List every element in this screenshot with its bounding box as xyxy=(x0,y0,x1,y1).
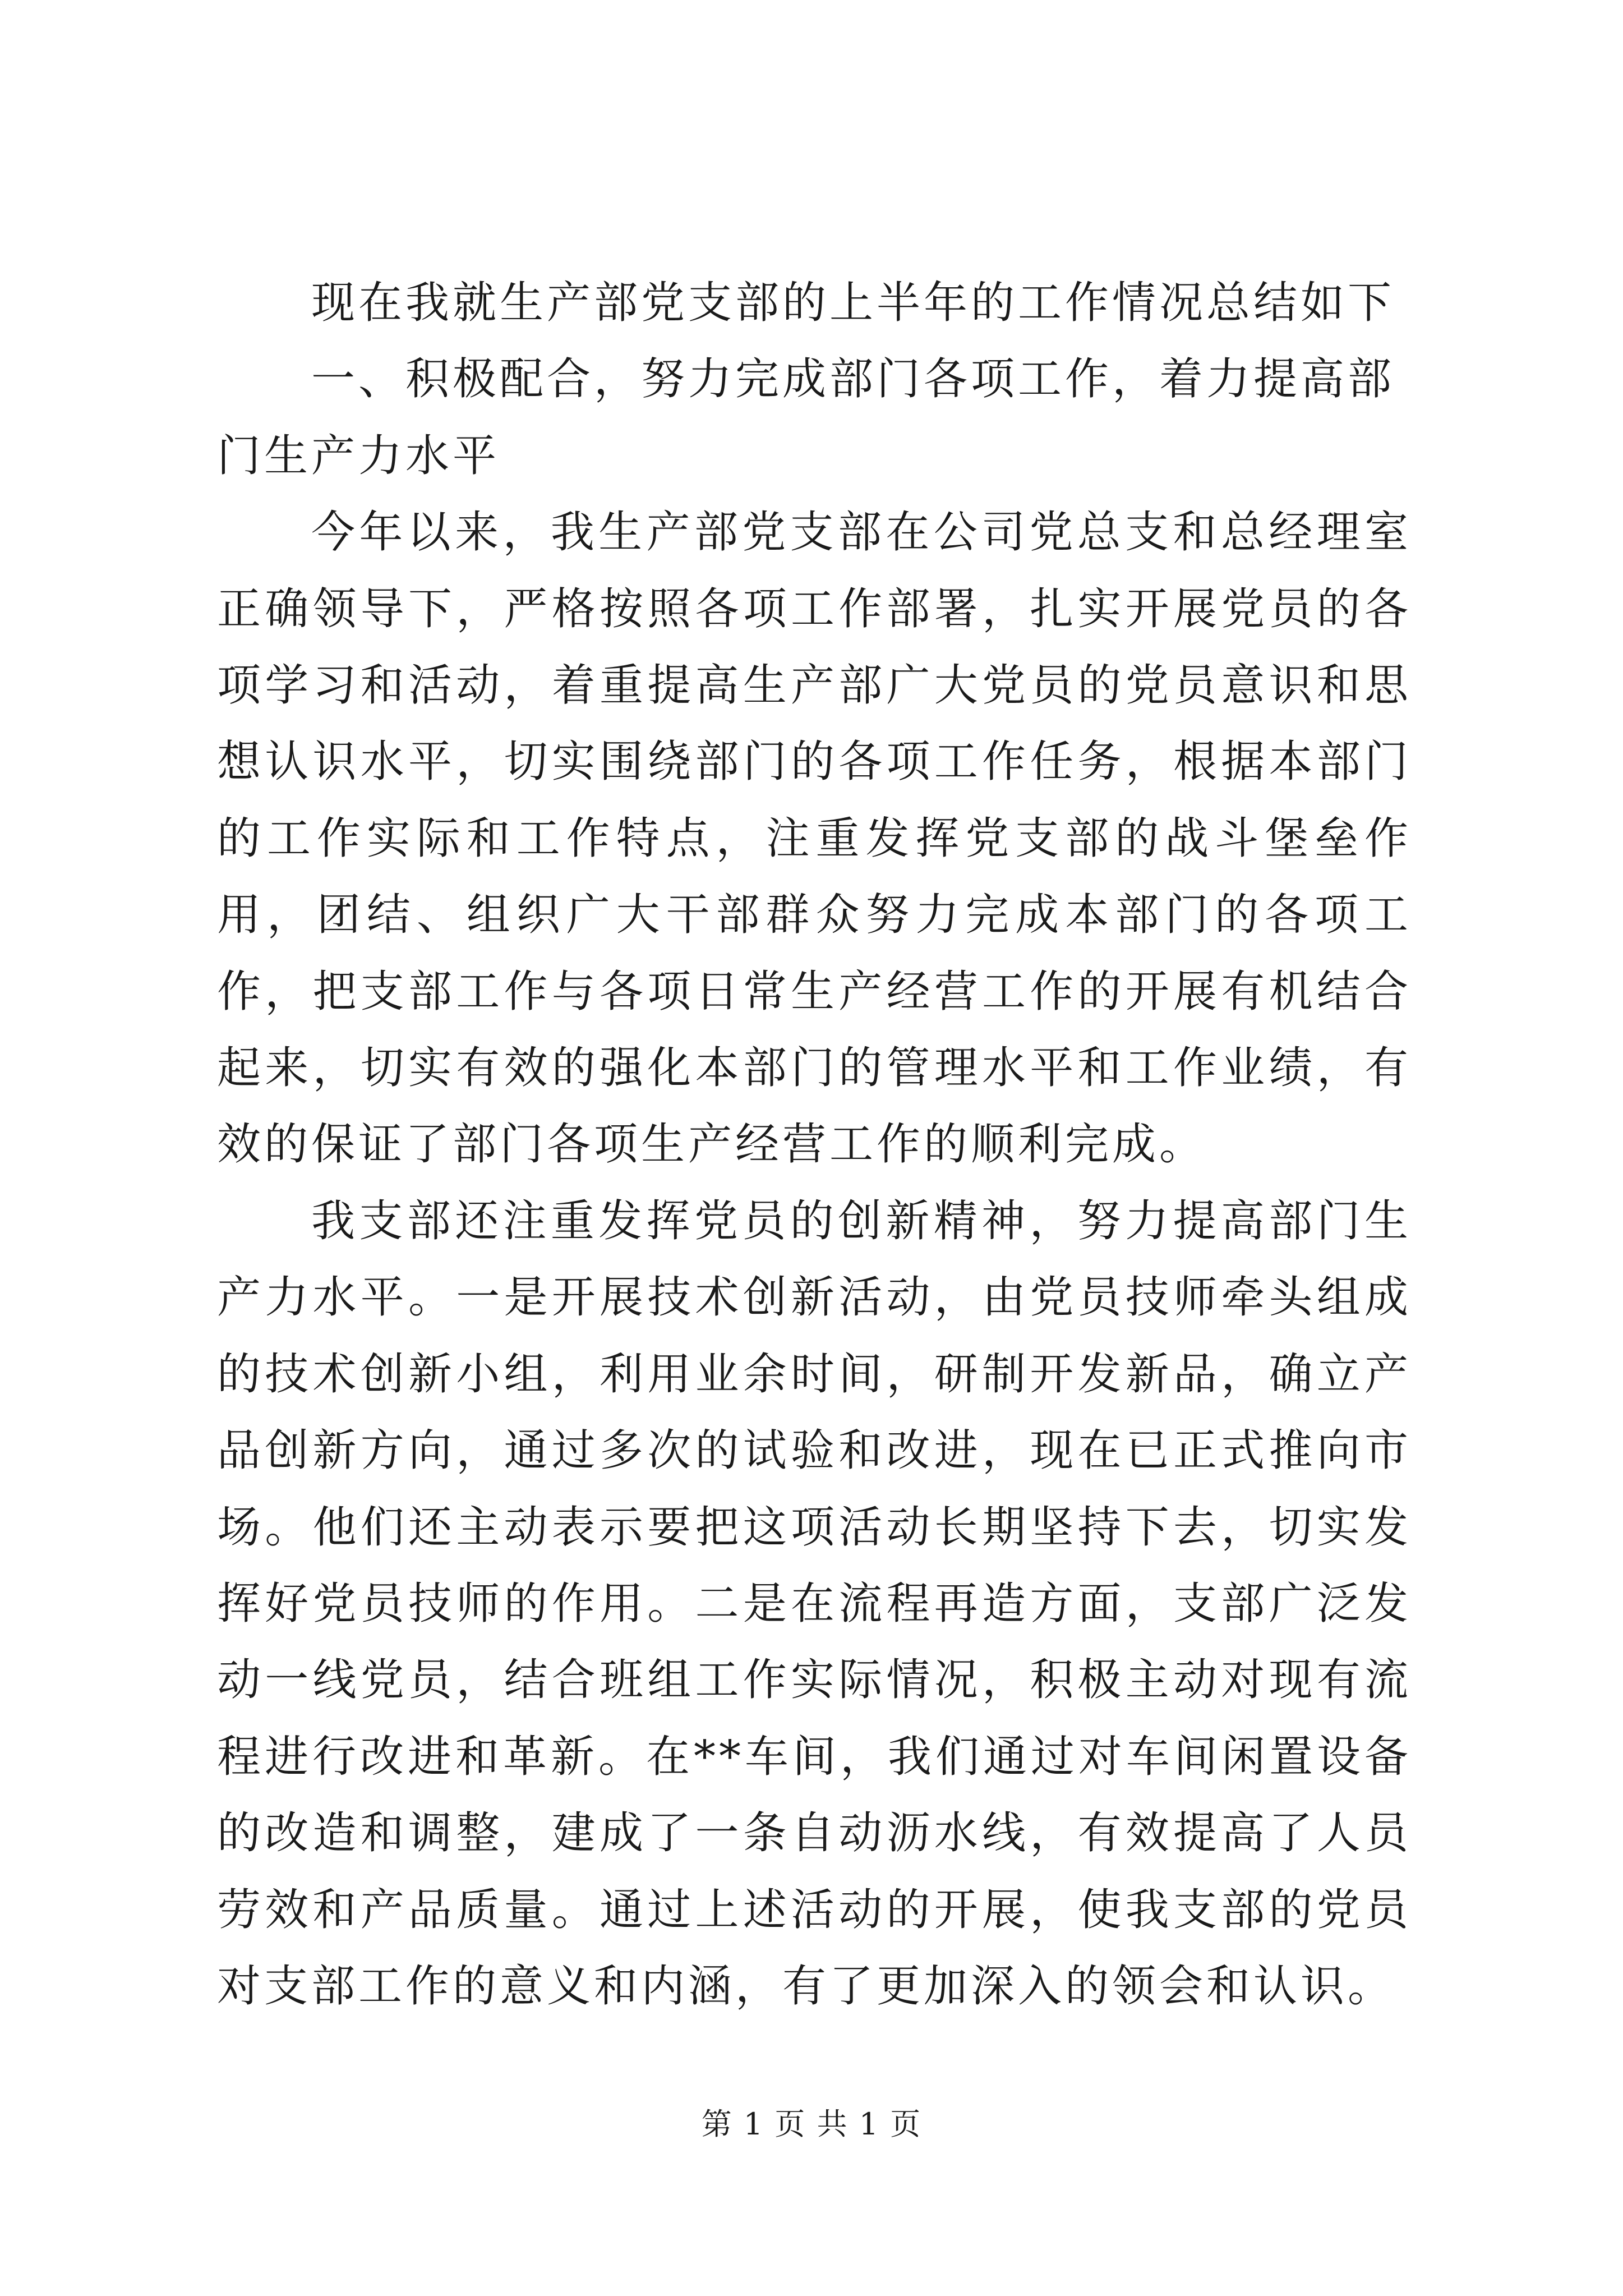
document-body xyxy=(217,265,1412,2024)
section-heading: 一、积极配合，努力完成部门各项工作，着力提高部门生产力水平 xyxy=(217,354,1395,481)
intro-line: 现在我就生产部党支部的上半年的工作情况总结如下 xyxy=(311,278,1395,328)
body-paragraph-2: 我支部还注重发挥党员的创新精神，努力提高部门生产力水平。一是开展技术创新活动，由党员技师牵头组成的技术创新小组，利用业余时间，研制开发新品，确立产品创新方向，通过多次的试验和改进，现在已正式推向市场。他们还主动表示要把这项活动长期坚持下去，切实发挥好党员技师的作用。二是在流程再造方面，支部广泛发动一线党员，结合班组工作实际情况，积极主动对现有流程进行改进和革新。在**车间，我们通过对车间闲置设备的改造和调整，建成了一条自动沥水线，有效提高了人员劳效和产品质量。通过上述活动的开展，使我支部的党员对支部工作的意义和内涵，有了更加深入的领会和认识。 xyxy=(217,1195,1412,2012)
page-number-footer: 第 1 页 共 1 页 xyxy=(701,2106,922,2142)
body-paragraph-1: 今年以来，我生产部党支部在公司党总支和总经理室正确领导下，严格按照各项工作部署，扎实开展党员的各项学习和活动，着重提高生产部广大党员的党员意识和思想认识水平，切实围绕部门的各项工作任务，根据本部门的工作实际和工作特点，注重发挥党支部的战斗堡垒作用，团结、组织广大干部群众努力完成本部门的各项工作，把支部工作与各项日常生产经营工作的开展有机结合起来，切实有效的强化本部门的管理水平和工作业绩，有效的保证了部门各项生产经营工作的顺利完成。 xyxy=(217,507,1412,1170)
